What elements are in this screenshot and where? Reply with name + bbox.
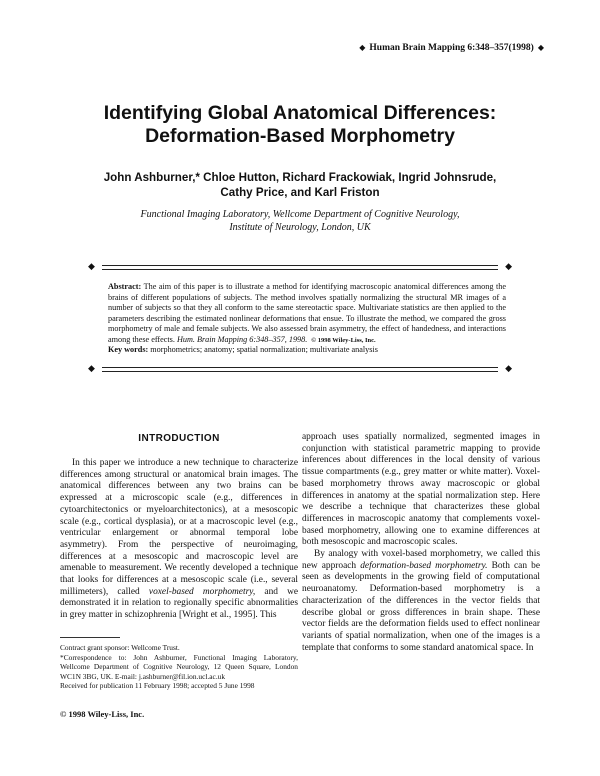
running-head <box>355 42 548 53</box>
footnote-grant: Contract grant sponsor: Wellcome Trust. <box>60 643 180 652</box>
left-column <box>60 458 298 622</box>
diamond-icon: ◆ <box>359 43 366 52</box>
diamond-icon: ◆ <box>537 43 544 52</box>
top-divider <box>88 261 512 272</box>
footnote-received: Received for publication 11 February 1998; accepted 5 June 1998 <box>60 681 255 691</box>
authors-line-2: Cathy Price, and Karl Friston <box>220 186 380 199</box>
abstract-copyright: © 1998 Wiley-Liss, Inc. <box>311 336 376 344</box>
footnote-rule <box>60 637 120 638</box>
keywords-label: Key words: <box>108 345 149 354</box>
title-line-1: Identifying Global Anatomical Differences: <box>103 102 497 124</box>
section-heading: INTRODUCTION <box>138 433 220 444</box>
paragraph <box>302 549 540 654</box>
diamond-icon: ◆ <box>88 261 95 271</box>
paper-title <box>0 102 600 148</box>
abstract-citation: Hum. Brain Mapping 6:348–357, 1998. <box>176 334 308 344</box>
intro-text-continued: and we demonstrated it in relation to regionally specific abnormalities in grey matter in schizophrenia [Wright et al., 1995]. This <box>60 586 299 621</box>
abstract-label: Abstract: <box>108 282 142 291</box>
authors-line-1: John Ashburner,* Chloe Hutton, Richard Frackowiak, Ingrid Johnsrude, <box>103 171 497 184</box>
diamond-icon: ◆ <box>88 363 95 373</box>
intro-text: By analogy with voxel-based morphometry, we called this new approach <box>302 549 540 571</box>
bottom-divider <box>88 363 512 374</box>
affiliation-line-1: Functional Imaging Laboratory, Wellcome Department of Cognitive Neurology, <box>140 209 460 220</box>
footnotes <box>60 643 298 691</box>
intro-text: In this paper we introduce a new technique to characterize differences among structural or anatomical brain images. The anatomical differences between any two brains can be expressed at a microscopic scale (e.g., differences in cytoarchitectonics or myeloarchitectonics), at a mesoscopic scale (e.g., cortical dysplasia), or at a macroscopic level (e.g., ventricular enlargement or abnormal temporal lobe asymmetry). From the perspective of neuroimaging, differences at a mesoscopic and macroscopic level are amenable to measurement. We recently developed a technique that looks for differences at a mesoscopic scale (i.e., several millimeters), called <box>60 458 298 597</box>
diamond-icon: ◆ <box>505 261 512 271</box>
emphasis-term: deformation-based morphometry. <box>360 560 488 571</box>
title-line-2: Deformation-Based Morphometry <box>145 125 455 147</box>
emphasis-term: voxel-based morphometry, <box>148 586 256 597</box>
page-copyright: © 1998 Wiley-Liss, Inc. <box>60 709 145 719</box>
abstract-text: The aim of this paper is to illustrate a method for identifying macroscopic anatomical differences among the brains of different populations of subjects. The method involves spatially normalizing the structural MR images of a number of subjects so that they all conform to the same stereotactic space. Multivariate statistics are then applied to the parameters describing the estimated nonlinear deformations that ensue. To illustrate the method, we compared the gross morphometry of male and female subjects. We also assessed brain asymmetry, the effect of handedness, and interactions among these effects. <box>108 282 506 344</box>
intro-text-continued: Both can be seen as developments in the growing field of computational neuroanatomy. Deformation-based morphometry is a characterization of the differences in the vector fields that describe global or gross differences in brain shape. These vector fields are the deformation fields used to effect nonlinear variants of spatial normalization, when one of the images is a template that conforms to some standard anatomical space. In <box>302 560 540 653</box>
footnote-correspondence: *Correspondence to: John Ashburner, Functional Imaging Laboratory, Wellcome Department of Cognitive Neurology, 12 Queen Square, London WC1N 3BG, UK. E-mail: j.ashburner@fil.ion.ucl.ac.uk <box>60 652 298 681</box>
right-column <box>302 432 540 654</box>
affiliation-line-2: Institute of Neurology, London, UK <box>229 222 371 233</box>
journal-citation: Human Brain Mapping 6:348–357(1998) <box>369 43 534 53</box>
divider-line <box>102 371 498 372</box>
intro-text-continued: approach uses spatially normalized, segmented images in conjunction with statistical parametric mapping to provide inferences about differences in the local density of various tissue compartments (e.g., grey matter or white matter). Voxel-based morphometry throws away macroscopic or global differences in anatomy at the spatial normalization step. Here we describe a technique that characterizes these global differences in macroscopic anatomy that complements voxel-based morphometry, allowing one to examine differences at both mesoscopic and macroscopic scales. <box>302 432 540 548</box>
abstract <box>108 282 506 347</box>
paragraph-continued <box>302 432 540 549</box>
divider-line <box>102 265 498 266</box>
divider-line <box>102 269 498 270</box>
author-list <box>0 170 600 200</box>
paragraph <box>60 458 298 622</box>
keywords-text: morphometrics; anatomy; spatial normalization; multivariate analysis <box>150 345 378 354</box>
keywords <box>108 345 506 356</box>
divider-line <box>102 367 498 368</box>
diamond-icon: ◆ <box>505 363 512 373</box>
affiliation <box>0 208 600 234</box>
